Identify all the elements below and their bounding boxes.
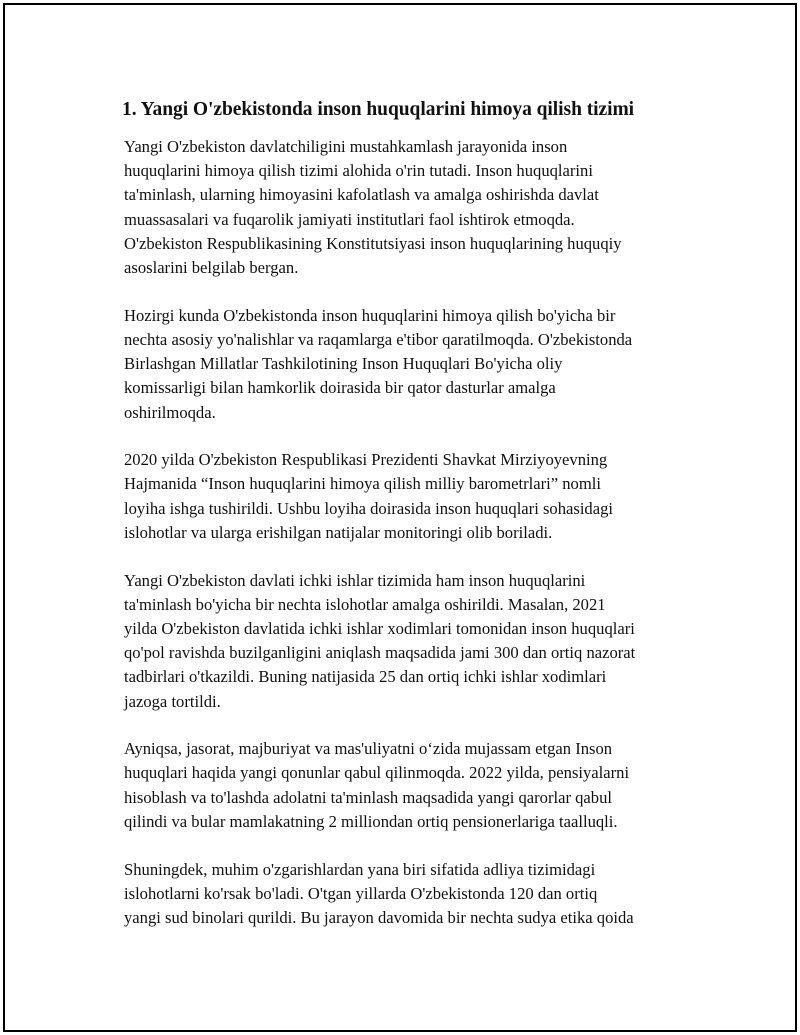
text-line: nechta asosiy yo'nalishlar va raqamlarga e'tibor qaratilmoqda. O'zbekistonda	[124, 329, 633, 349]
paragraph	[124, 737, 719, 834]
text-line: oshirilmoqda.	[124, 402, 216, 422]
text-line: Birlashgan Millatlar Tashkilotining Inson Huquqlari Bo'yicha oliy	[124, 354, 563, 374]
text-line: 2020 yilda O'zbekiston Respublikasi Prezidenti Shavkat Mirziyoyevning	[124, 450, 608, 470]
text-line: islohotlarni ko'rsak bo'ladi. O'tgan yillarda O'zbekistonda 120 dan ortiq	[124, 883, 598, 903]
text-line: yilda O'zbekiston davlatida ichki ishlar xodimlari tomonidan inson huquqlari	[124, 618, 635, 638]
text-line: komissarligi bilan hamkorlik doirasida bir qator dasturlar amalga	[124, 378, 556, 398]
text-line: huquqlarini himoya qilish tizimi alohida o'rin tutadi. Inson huquqlarini	[124, 161, 593, 181]
text-line: muassasalari va fuqarolik jamiyati institutlari faol ishtirok etmoqda.	[124, 209, 575, 229]
text-line: O'zbekiston Respublikasining Konstitutsiyasi inson huquqlarining huquqiy	[124, 233, 622, 253]
text-line: Yangi O'zbekiston davlatchiligini mustahkamlash jarayonida inson	[124, 137, 568, 156]
paragraph	[124, 304, 719, 425]
text-line: asoslarini belgilab bergan.	[124, 258, 299, 278]
text-line: tadbirlari o'tkazildi. Buning natijasida 25 dan ortiq ichki ishlar xodimlari	[124, 667, 607, 687]
text-line: qo'pol ravishda buzilganligini aniqlash maqsadida jami 300 dan ortiq nazorat	[124, 643, 636, 663]
text-line: yangi sud binolari qurildi. Bu jarayon davomida bir nechta sudya etika qoida	[124, 907, 634, 927]
document-body	[119, 97, 719, 954]
paragraph	[124, 135, 719, 280]
paragraph	[124, 858, 719, 931]
paragraph	[124, 569, 719, 714]
text-line: huquqlari haqida yangi qonunlar qabul qilinmoqda. 2022 yilda, pensiyalarni	[124, 763, 630, 783]
page-frame	[3, 3, 797, 1032]
text-line: Ayniqsa, jasorat, majburiyat va mas'uliyatni o‘zida mujassam etgan Inson	[124, 739, 613, 759]
text-line: Yangi O'zbekiston davlati ichki ishlar tizimida ham inson huquqlarini	[124, 570, 586, 590]
text-line: qilindi va bular mamlakatning 2 milliondan ortiq pensionerlariga taalluqli.	[124, 811, 618, 831]
text-line: Hajmanida “Inson huquqlarini himoya qilish milliy barometrlari” nomli	[124, 474, 601, 494]
text-line: ta'minlash, ularning himoyasini kafolatlash va amalga oshirishda davlat	[124, 185, 599, 205]
text-line: loyiha ishga tushirildi. Ushbu loyiha doirasida inson huquqlari sohasidagi	[124, 498, 614, 518]
text-line: Hozirgi kunda O'zbekistonda inson huquqlarini himoya qilish bo'yicha bir	[124, 305, 616, 325]
text-line: hisoblash va to'lashda adolatni ta'minlash maqsadida yangi qarorlar qabul	[124, 787, 612, 807]
text-line: ta'minlash bo'yicha bir nechta islohotlar amalga oshirildi. Masalan, 2021	[124, 594, 606, 614]
section-heading: 1. Yangi O'zbekistonda inson huquqlarini himoya qilish tizimi	[122, 99, 635, 120]
text-line: islohotlar va ularga erishilgan natijalar monitoringi olib boriladi.	[124, 522, 553, 542]
text-line: Shuningdek, muhim o'zgarishlardan yana biri sifatida adliya tizimidagi	[124, 859, 596, 879]
paragraph	[124, 448, 719, 545]
text-line: jazoga tortildi.	[124, 691, 221, 711]
